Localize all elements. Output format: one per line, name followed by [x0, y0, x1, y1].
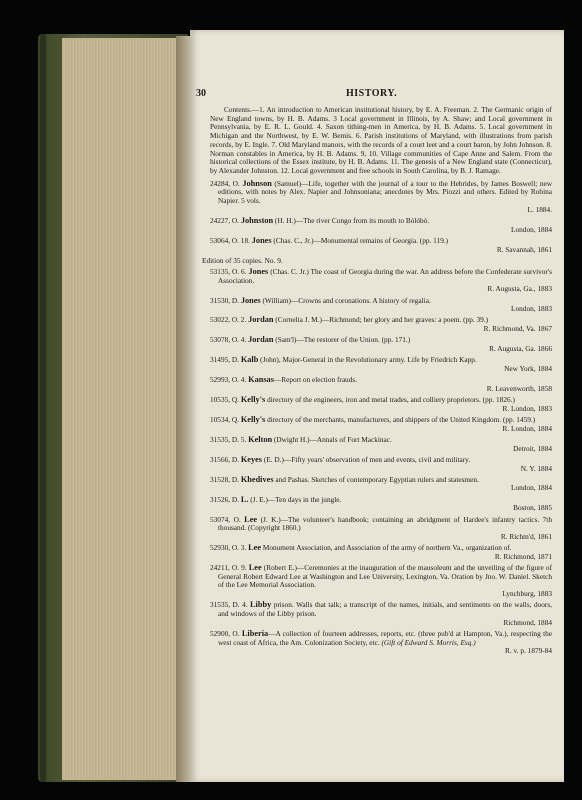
- entry-name: Liberia: [241, 628, 269, 638]
- catalog-entry: [210, 237, 552, 254]
- entry-number: 53022, O. 2.: [210, 315, 249, 325]
- entry-text: (H. H.)—The river Congo from its mouth to Bólóbó.: [273, 215, 430, 225]
- catalog-entry: [210, 376, 552, 393]
- entry-name: Jordan: [248, 315, 274, 325]
- entry-imprint: R. Richmond, 1871: [494, 551, 552, 561]
- entry-imprint: R. Augusta, Ga., 1883: [487, 284, 552, 294]
- entry-text: —A collection of fourteen addresses, reports, etc. (three pub'd at Hampton, Va.), respecting the west coast of Africa, the Am. Colonization Society, etc.: [218, 628, 552, 647]
- entry-name: Kelly's: [240, 395, 266, 405]
- entry-name: Keyes: [240, 454, 263, 464]
- catalog-entry: [210, 476, 552, 493]
- entry-text: (Cornelia J. M.)—Richmond; her glory and her graves: a poem. (pp. 39.): [273, 315, 489, 325]
- entry-imprint: R. Leavenworth, 1858: [486, 383, 552, 393]
- page-content: [202, 105, 552, 659]
- catalog-entry: [210, 297, 552, 314]
- entry-number: 53074, O.: [210, 514, 245, 524]
- entry-imprint: R. Augusta, Ga. 1866: [489, 344, 552, 354]
- entry-number: 31495, D.: [210, 355, 241, 365]
- entry-imprint: R. Savannah, 1861: [496, 244, 552, 254]
- entry-name: Jones: [240, 295, 261, 305]
- cover-spine-edge: [40, 34, 46, 782]
- entry-imprint: Detroit, 1884: [513, 443, 552, 453]
- entry-name: Jordan: [248, 335, 274, 345]
- entry-number: 31530, D.: [210, 295, 241, 305]
- catalog-entry: [210, 630, 552, 656]
- catalog-entry: [210, 217, 552, 234]
- catalog-entry: [210, 356, 552, 373]
- entry-name: Jones: [251, 235, 272, 245]
- entry-text: (J. K.)—The volunteer's handbook; containing an abridgment of Hardee's infantry tactics. 7th thousand. (Copyright 1860.): [218, 514, 552, 533]
- entry-text: (Chas. C. Jr.) The coast of Georgia during the war. An address before the Confederate survivor's Association.: [218, 266, 552, 285]
- entry-number: 52993, O. 4.: [210, 375, 249, 385]
- entry-text: —Report on election frauds.: [273, 375, 358, 385]
- catalog-entry: [210, 436, 552, 453]
- entry-imprint: Lynchburg, 1883: [502, 589, 552, 599]
- entry-number: 31535, D. 5.: [210, 434, 249, 444]
- catalog-entry: [210, 516, 552, 542]
- entry-imprint: R. London, 1884: [502, 423, 552, 433]
- entry-number: 52930, O. 3.: [210, 543, 249, 553]
- entry-imprint: London, 1883: [511, 304, 552, 314]
- entry-imprint: L. 1884.: [527, 204, 552, 214]
- page-number: 30: [196, 88, 206, 99]
- catalog-entry: [210, 268, 552, 294]
- entry-number: 53135, O. 6.: [210, 266, 249, 276]
- entry-text: prison. Walls that talk; a transcript of the names, initials, and sentiments on the walls, doors, and windows of the Libby prison.: [218, 600, 552, 619]
- entry-text: directory of the merchants, manufacturers, and shippers of the United Kingdom. (pp. 1459.): [265, 415, 536, 424]
- entry-number: 24284, O.: [210, 178, 243, 188]
- entry-text: (Dwight H.)—Annals of Fort Mackinac.: [272, 434, 392, 444]
- entry-imprint: R. v. p. 1879-84: [505, 646, 552, 656]
- entry-number: 10534, Q.: [210, 415, 241, 424]
- entry-text: and Pashas. Sketches of contemporary Egyptian rulers and statesmen.: [273, 474, 479, 484]
- entry-imprint: New York, 1884: [504, 363, 552, 373]
- catalog-entry: [210, 496, 552, 513]
- entry-name: Jones: [248, 266, 269, 276]
- entry-imprint: N. Y. 1884: [520, 463, 552, 473]
- entry-text: (William)—Crowns and coronations. A history of regalia.: [260, 295, 431, 305]
- entry-number: 52900, O.: [210, 628, 242, 638]
- entry-text: (Sam'l)—The restorer of the Union. (pp. 171.): [273, 335, 411, 345]
- entry-text: (Chas. C., Jr.)—Monumental remains of Georgia. (pp. 119.): [271, 235, 449, 245]
- entry-imprint: Richmond, 1884: [503, 617, 552, 627]
- entry-number: 53064, O. 18.: [210, 235, 252, 245]
- entry-text: (John), Major-General in the Revolutionary army. Life by Friedrich Kapp.: [258, 355, 477, 365]
- entry-name: Johnston: [240, 215, 274, 225]
- entry-text: (J. E.)—Ten days in the jungle.: [248, 494, 342, 504]
- catalog-entry: [210, 336, 552, 353]
- entry-imprint: R. Richm'd, 1861: [500, 531, 552, 541]
- entry-imprint: London, 1884: [511, 224, 552, 234]
- entry-gift-note: (Gift of Edward S. Morris, Esq.): [379, 637, 476, 647]
- entry-text: (E. D.)—Fifty years' observation of men and events, civil and military.: [262, 454, 471, 464]
- entry-imprint: R. London, 1883: [502, 403, 552, 413]
- catalog-entry: [210, 601, 552, 627]
- catalog-entry: [210, 180, 552, 215]
- entry-name: Lee: [244, 514, 258, 524]
- entry-number: 31526, D.: [210, 494, 241, 504]
- entry-imprint: London, 1884: [511, 483, 552, 493]
- entry-name: Kansas: [248, 375, 274, 385]
- entry-name: Kelly's: [240, 415, 266, 424]
- entry-number: 24211, O. 9.: [210, 563, 249, 573]
- page-edges: [62, 38, 184, 780]
- entry-name: Lee: [248, 543, 262, 553]
- entry-name: Lee: [248, 563, 262, 573]
- entry-text: (Samuel)—Life, together with the journal of a tour to the Hebrides, by James Boswell; new editions, with notes by Alex. Napier and Johnsoniana; anecdotes by Mrs. Piozzi and others. Edited by Robina Napier. 5 vols.: [218, 178, 552, 206]
- catalog-entry: [202, 255, 552, 266]
- entry-imprint: Boston, 1885: [513, 503, 552, 513]
- entry-name: Johnson: [242, 178, 272, 188]
- entry-number: 31528, D.: [210, 474, 241, 484]
- entry-text: directory of the engineers, iron and metal trades, and colliery proprietors. (pp. 1826.): [265, 395, 515, 405]
- catalog-entry: [210, 396, 552, 413]
- entry-name: L.: [240, 494, 249, 504]
- entry-text: (Robert E.)—Ceremonies at the inauguration of the mausoleum and the unveiling of the figure of General Robert Edward Lee at Washington and Lee University, Lexington, Va. Oration by Jno. W. Daniel. Sketch of the Lee Memorial Association.: [218, 563, 552, 590]
- entry-name: Kalb: [240, 355, 259, 365]
- entry-number: 10535, Q.: [210, 395, 241, 405]
- catalog-entry: [210, 544, 552, 561]
- entry-number: 31535, D. 4.: [210, 600, 251, 610]
- catalog-entry: [210, 564, 552, 599]
- entry-name: Libby: [250, 600, 272, 610]
- entry-text: Edition of 35 copies. No. 9.: [202, 255, 283, 265]
- catalog-entry: [210, 316, 552, 333]
- catalog-entry: [210, 416, 552, 433]
- entry-name: Khedives: [240, 474, 274, 484]
- catalog-entry: [210, 456, 552, 473]
- entry-imprint: R. Richmond, Va. 1867: [483, 324, 552, 334]
- contents-paragraph: Contents.—1. An introduction to American institutional history, by E. A. Freeman. 2. The Germanic origin of New England towns, by H. B. Adams. 3 Local government in Illinois, by A. Shaw; and Local government in Pennsylvania, by E. R. L. Gould. 4. Saxon tithing-men in America, by H. B. Adams. 5. Local government in Michigan and the Northwest, by E. W. Bemis. 6. Parish institutions of Maryland, with illustrations from parish records, by E. Ingle. 7. Old Maryland manors, with the records of a court leet and a court baron, by John Johnson. 8. Norman constables in America, by H. B. Adams. 9, 10. Village communities of Cape Anne and Salem. From the historical collections of the Essex institute, by H. B. Adams. 11. The genesis of a New England state (Connecticut), by Alexander Johnston. 12. Local government and free schools in South Carolina, by B. J. Ramage.: [210, 105, 552, 175]
- catalog-entries: [202, 178, 552, 656]
- entry-name: Kelton: [248, 434, 273, 444]
- entry-text: Monument Association, and Association of the army of northern Va., organization of.: [261, 543, 512, 553]
- page-header: [196, 88, 554, 102]
- entry-number: 53078, O. 4.: [210, 335, 249, 345]
- entry-number: 24227, O.: [210, 215, 241, 225]
- running-head: HISTORY.: [346, 88, 398, 99]
- entry-number: 31566, D.: [210, 454, 241, 464]
